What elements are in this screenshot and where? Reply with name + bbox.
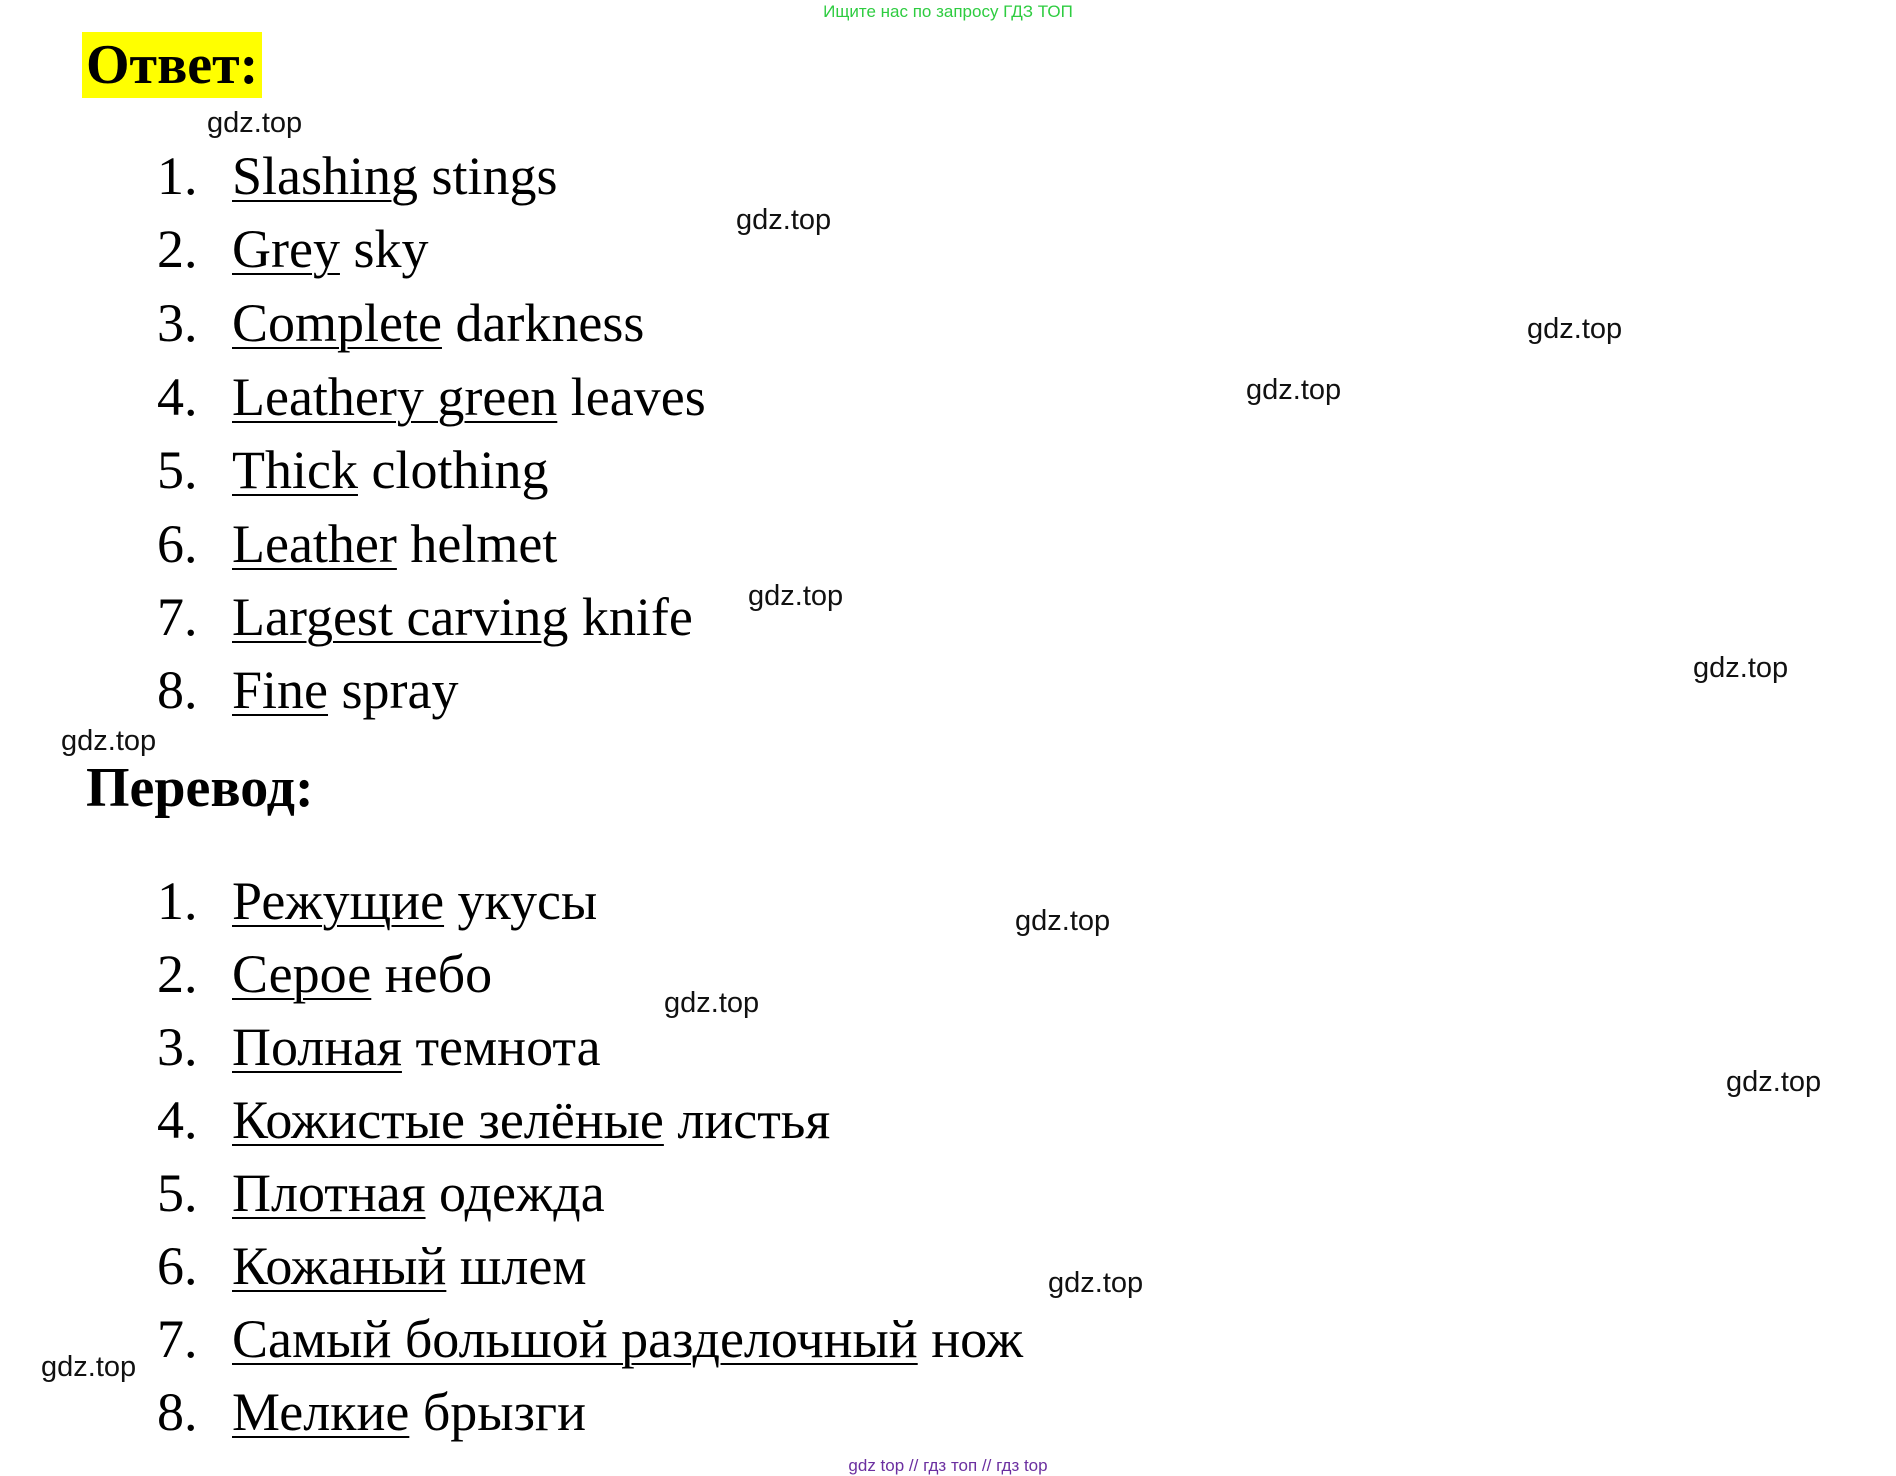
item-number: 1.	[157, 871, 198, 931]
top-banner: Ищите нас по запросу ГДЗ ТОП	[823, 2, 1073, 21]
item-number: 1.	[157, 146, 198, 206]
watermark: gdz.top	[41, 1351, 137, 1383]
rest-word: clothing	[357, 440, 549, 500]
rest-word: spray	[328, 660, 459, 720]
rest-word: helmet	[396, 514, 558, 574]
watermark: gdz.top	[664, 987, 760, 1019]
underlined-word: Largest carving	[232, 587, 569, 647]
item-number: 2.	[157, 944, 198, 1004]
answer-item-2	[157, 218, 428, 280]
translation-item-1	[157, 870, 597, 932]
translation-item-7	[157, 1308, 1023, 1370]
underlined-word: Slashing	[232, 146, 419, 206]
watermark: gdz.top	[1246, 374, 1342, 406]
underlined-word: Плотная	[232, 1163, 426, 1223]
answer-heading: Ответ:	[82, 32, 262, 98]
underlined-word: Режущие	[232, 871, 445, 931]
answer-item-8	[157, 659, 458, 721]
translation-heading: Перевод:	[86, 757, 314, 819]
watermark: gdz.top	[1048, 1267, 1144, 1299]
watermark: gdz.top	[1726, 1066, 1822, 1098]
translation-item-2	[157, 943, 492, 1005]
watermark: gdz.top	[1527, 313, 1623, 345]
answer-item-5	[157, 439, 548, 501]
item-number: 8.	[157, 660, 198, 720]
underlined-word: Мелкие	[232, 1382, 410, 1442]
translation-item-6	[157, 1235, 587, 1297]
rest-word: листья	[663, 1090, 831, 1150]
underlined-word: Leather	[232, 514, 397, 574]
underlined-word: Grey	[232, 219, 340, 279]
answer-item-1	[157, 145, 558, 207]
watermark: gdz.top	[207, 107, 303, 139]
translation-item-4	[157, 1089, 830, 1151]
underlined-word: Thick	[232, 440, 358, 500]
translation-item-8	[157, 1381, 586, 1443]
answer-item-7	[157, 586, 693, 648]
rest-word: knife	[568, 587, 693, 647]
watermark: gdz.top	[1693, 652, 1789, 684]
watermark: gdz.top	[1015, 905, 1111, 937]
item-number: 7.	[157, 1309, 198, 1369]
answer-item-3	[157, 292, 644, 354]
watermark: gdz.top	[736, 204, 832, 236]
item-number: 4.	[157, 1090, 198, 1150]
translation-item-3	[157, 1016, 601, 1078]
rest-word: darkness	[441, 293, 645, 353]
underlined-word: Кожаный	[232, 1236, 447, 1296]
underlined-word: Самый большой разделочный	[232, 1309, 918, 1369]
item-number: 4.	[157, 367, 198, 427]
answer-item-6	[157, 513, 557, 575]
rest-word: брызги	[409, 1382, 586, 1442]
bottom-banner: gdz top // гдз топ // гдз top	[848, 1456, 1048, 1475]
underlined-word: Полная	[232, 1017, 402, 1077]
item-number: 7.	[157, 587, 198, 647]
item-number: 2.	[157, 219, 198, 279]
translation-item-5	[157, 1162, 605, 1224]
item-number: 5.	[157, 1163, 198, 1223]
item-number: 6.	[157, 1236, 198, 1296]
watermark: gdz.top	[748, 580, 844, 612]
item-number: 8.	[157, 1382, 198, 1442]
underlined-word: Fine	[232, 660, 329, 720]
rest-word: sky	[339, 219, 429, 279]
rest-word: stings	[418, 146, 558, 206]
underlined-word: Кожистые зелёные	[232, 1090, 664, 1150]
rest-word: одежда	[425, 1163, 605, 1223]
underlined-word: Leathery green	[232, 367, 558, 427]
item-number: 6.	[157, 514, 198, 574]
rest-word: leaves	[557, 367, 706, 427]
rest-word: укусы	[444, 871, 598, 931]
watermark: gdz.top	[61, 725, 157, 757]
item-number: 5.	[157, 440, 198, 500]
rest-word: небо	[371, 944, 493, 1004]
item-number: 3.	[157, 293, 198, 353]
rest-word: нож	[917, 1309, 1024, 1369]
answer-item-4	[157, 366, 706, 428]
rest-word: темнота	[401, 1017, 601, 1077]
rest-word: шлем	[446, 1236, 587, 1296]
item-number: 3.	[157, 1017, 198, 1077]
underlined-word: Complete	[232, 293, 442, 353]
underlined-word: Серое	[232, 944, 372, 1004]
